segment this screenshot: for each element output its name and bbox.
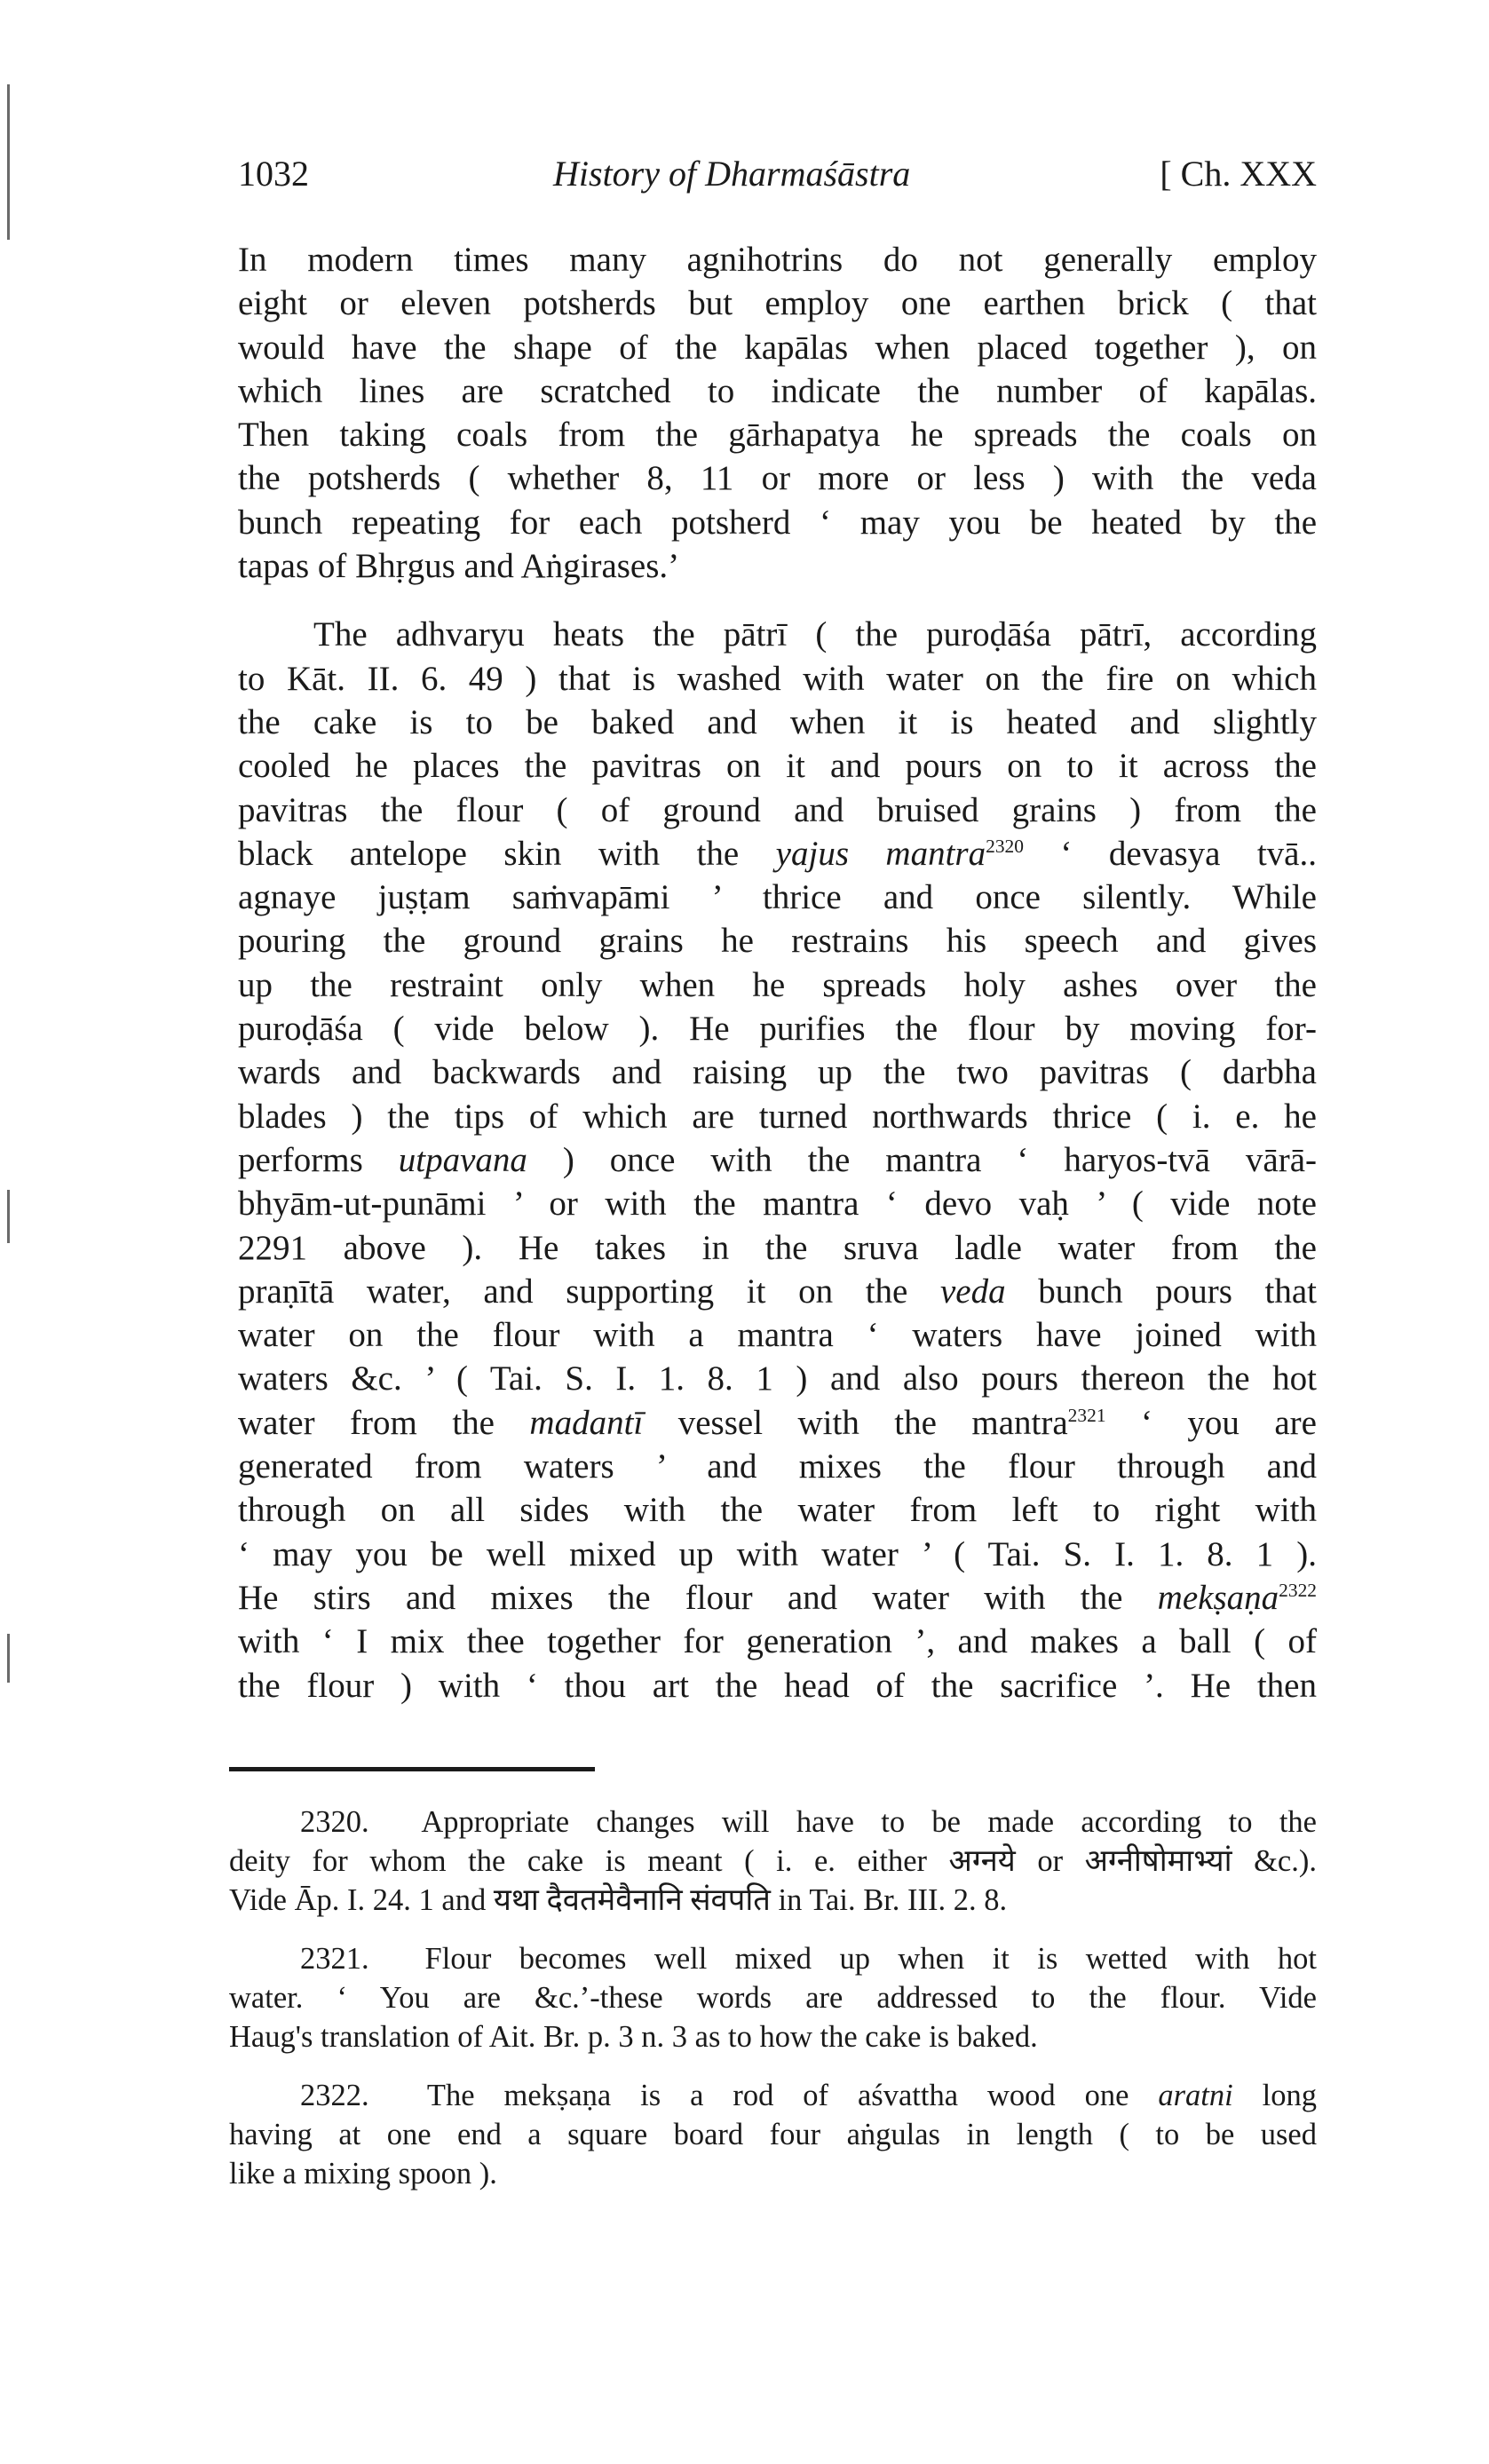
text-line: the potsherds ( whether 8, 11 or more or less ) with the veda [238, 459, 1317, 498]
text-line: waters &c. ’ ( Tai. S. I. 1. 8. 1 ) and also pours thereon the hot [238, 1359, 1317, 1398]
text-line-mixed [238, 1138, 1317, 1182]
paragraph-1 [238, 238, 1317, 588]
chapter-label: [ Ch. XXX [1160, 154, 1317, 194]
text-segment: long [1232, 2079, 1317, 2112]
text-segment: He stirs and mixes the flour and water with the [238, 1578, 1158, 1617]
footnote-line [229, 2076, 1317, 2115]
footnote-number: 2321. [300, 1942, 369, 1976]
text-line: the cake is to be baked and when it is heated and slightly [238, 702, 1317, 741]
text-line: puroḍāśa ( vide below ). He purifies the flour by moving for- [238, 1010, 1317, 1049]
text-line: to Kāt. II. 6. 49 ) that is washed with water on the fire on which [238, 659, 1317, 698]
footnote-ref: 2320 [986, 835, 1024, 857]
scan-margin-line [7, 1190, 10, 1243]
text-segment: vessel with the mantra [643, 1403, 1068, 1442]
scan-margin-line [7, 1634, 10, 1683]
text-line: through on all sides with the water from left to right with [238, 1491, 1317, 1530]
main-text [238, 238, 1317, 1707]
text-line-mixed [238, 1401, 1317, 1445]
text-line: with ‘ I mix thee together for generation ’, and makes a ball ( of [238, 1622, 1317, 1661]
italic-term: mekṣaṇa [1157, 1578, 1279, 1617]
footnote-ref: 2322 [1279, 1579, 1317, 1601]
footnote-line: deity for whom the cake is meant ( i. e. either अग्नये or अग्नीषोमाभ्यां &c.). [229, 1844, 1317, 1878]
text-segment: ‘ devasya tvā.. [1023, 834, 1317, 873]
text-line: pavitras the flour ( of ground and bruised grains ) from the [238, 790, 1317, 829]
text-line: bhyām-ut-punāmi ’ or with the mantra ‘ devo vaḥ ’ ( vide note [238, 1184, 1317, 1224]
footnote-line: water. ‘ You are &c.’-these words are addressed to the flour. Vide [229, 1981, 1317, 2015]
text-segment: water from the [238, 1403, 530, 1442]
text-line: agnaye juṣṭam saṁvapāmi ’ thrice and once silently. While [238, 878, 1317, 917]
italic-term: utpavana [398, 1140, 527, 1179]
text-line: cooled he places the pavitras on it and pours on to it across the [238, 747, 1317, 786]
text-line: Then taking coals from the gārhapatya he spreads the coals on [238, 416, 1317, 455]
text-line: wards and backwards and raising up the two pavitras ( darbha [238, 1053, 1317, 1092]
text-line: eight or eleven potsherds but employ one earthen brick ( that [238, 284, 1317, 323]
italic-term: veda [940, 1272, 1006, 1311]
text-line-mixed [238, 1576, 1317, 1620]
text-line: pouring the ground grains he restrains his speech and gives [238, 922, 1317, 961]
italic-term: aratni [1158, 2079, 1233, 2112]
text-line: which lines are scratched to indicate the number of kapālas. [238, 371, 1317, 410]
text-segment: performs [238, 1140, 399, 1179]
text-line: bunch repeating for each potsherd ‘ may you be heated by the [238, 503, 1317, 542]
text-segment: black antelope skin with the [238, 834, 776, 873]
text-segment: praṇītā water, and supporting it on the [238, 1272, 940, 1311]
footnotes [229, 1802, 1317, 2213]
text-line: The adhvaryu heats the pātrī ( the puroḍāśa pātrī, according [313, 615, 1317, 654]
text-line: blades ) the tips of which are turned northwards thrice ( i. e. he [238, 1097, 1317, 1136]
footnote-number: 2322. [300, 2079, 369, 2112]
text-segment: ‘ you are [1105, 1403, 1317, 1442]
footnote-line: having at one end a square board four aṅgulas in length ( to be used [229, 2118, 1317, 2151]
text-segment: Flour becomes well mixed up when it is wetted with hot [424, 1942, 1317, 1976]
text-line: In modern times many agnihotrins do not generally employ [238, 241, 1317, 279]
paragraph-2 [238, 613, 1317, 1707]
text-line: water on the flour with a mantra ‘ waters have joined with [238, 1316, 1317, 1355]
text-line: ‘ may you be well mixed up with water ’ ( Tai. S. I. 1. 8. 1 ). [238, 1534, 1317, 1573]
text-line: 2291 above ). He takes in the sruva ladle water from the [238, 1228, 1317, 1267]
footnote-number: 2320. [300, 1805, 369, 1839]
footnote-line [229, 1802, 1317, 1842]
footnote-2322 [229, 2076, 1317, 2193]
footnote-2321 [229, 1939, 1317, 2056]
footnote-line [229, 1939, 1317, 1978]
text-line-mixed [238, 832, 1317, 875]
text-line: up the restraint only when he spreads holy ashes over the [238, 965, 1317, 1004]
page-header [238, 153, 1317, 206]
text-line: tapas of Bhṛgus and Aṅgirases.’ [238, 547, 680, 586]
footnote-line: Haug's translation of Ait. Br. p. 3 n. 3 as to how the cake is baked. [229, 2020, 1038, 2054]
text-line-mixed [238, 1270, 1317, 1313]
scan-margin-line [7, 84, 10, 240]
italic-term: yajus mantra [775, 834, 986, 873]
footnote-2320 [229, 1802, 1317, 1920]
text-segment: Appropriate changes will have to be made according to the [421, 1805, 1317, 1839]
italic-term: madantī [529, 1403, 644, 1442]
footnote-ref: 2321 [1067, 1404, 1106, 1426]
running-title: History of Dharmaśāstra [553, 154, 911, 194]
text-segment: bunch pours that [1005, 1272, 1317, 1311]
footnote-separator [229, 1767, 595, 1771]
text-segment: The mekṣaṇa is a rod of aśvattha wood one [426, 2079, 1159, 2112]
page-number: 1032 [238, 154, 309, 194]
text-line: would have the shape of the kapālas when placed together ), on [238, 328, 1317, 367]
text-line: generated from waters ’ and mixes the flour through and [238, 1447, 1317, 1486]
footnote-line: Vide Āp. I. 24. 1 and यथा दैवतमेवैनानि संवपति in Tai. Br. III. 2. 8. [229, 1883, 1008, 1917]
text-line: the flour ) with ‘ thou art the head of the sacrifice ’. He then [238, 1666, 1317, 1705]
text-segment: ) once with the mantra ‘ haryos-tvā vārā- [527, 1140, 1317, 1179]
footnote-line: like a mixing spoon ). [229, 2157, 497, 2191]
